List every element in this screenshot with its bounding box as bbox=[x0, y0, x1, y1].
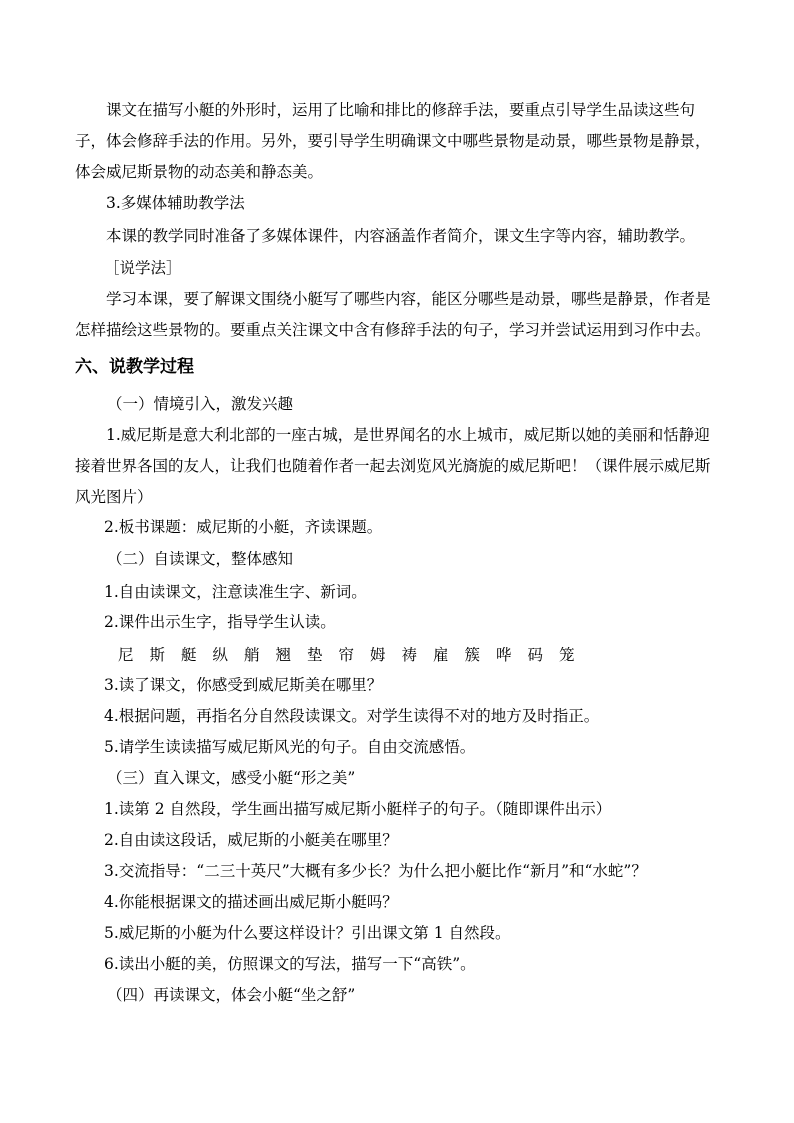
character: 码 bbox=[527, 646, 544, 664]
character: 姆 bbox=[370, 646, 386, 664]
character: 艄 bbox=[244, 646, 260, 664]
character: 翘 bbox=[275, 646, 292, 664]
part2-item5: 5.请学生读读描写威尼斯风光的句子。自由交流感悟。 bbox=[104, 738, 476, 756]
part3-title: （三）直入课文，感受小艇“形之美” bbox=[107, 769, 356, 787]
part3-item4: 4.你能根据课文的描述画出威尼斯小艇吗？ bbox=[104, 893, 398, 911]
part3-item6: 6.读出小艇的美，仿照课文的写法，描写一下“高铁”。 bbox=[104, 955, 476, 973]
character: 帘 bbox=[338, 646, 355, 664]
character: 纵 bbox=[212, 646, 229, 664]
character: 尼 bbox=[118, 646, 134, 664]
part1-item2: 2.板书课题：威尼斯的小艇，齐读课题。 bbox=[104, 518, 383, 536]
section-heading: 六、说教学过程 bbox=[75, 357, 194, 377]
part4-title: （四）再读课文，体会小艇“坐之舒” bbox=[107, 986, 356, 1004]
paragraph-learning-method-label: ［说学法］ bbox=[104, 259, 182, 277]
part1-title: （一）情境引入，激发兴趣 bbox=[107, 395, 294, 413]
part3-item1: 1.读第 2 自然段，学生画出描写威尼斯小艇样子的句子。（随即课件出示） bbox=[104, 800, 612, 818]
paragraph-rhetoric: 课文在描写小艇的外形时，运用了比喻和排比的修辞手法，要重点引导学生品读这些句子，体会修辞手法的作用。另外，要引导学生明确课文中哪些景物是动景，哪些景物是静景，体会威尼斯景物的动态美和静态美。 bbox=[75, 101, 711, 181]
part2-item1: 1.自由读课文，注意读准生字、新词。 bbox=[104, 583, 367, 601]
part2-item3: 3.读了课文，你感受到威尼斯美在哪里？ bbox=[104, 676, 383, 694]
part2-item2: 2.课件出示生字，指导学生认读。 bbox=[104, 613, 336, 631]
new-characters-list bbox=[118, 640, 591, 671]
character: 祷 bbox=[401, 646, 418, 664]
part3-item2: 2.自由读这段话，威尼斯的小艇美在哪里？ bbox=[104, 831, 398, 849]
paragraph-multimedia-body: 本课的教学同时准备了多媒体课件，内容涵盖作者简介，课文生字等内容，辅助教学。 bbox=[106, 227, 696, 245]
part3-item5: 5.威尼斯的小艇为什么要这样设计？引出课文第 1 自然段。 bbox=[104, 924, 511, 942]
paragraph-learning-method-body: 学习本课，要了解课文围绕小艇写了哪些内容，能区分哪些是动景，哪些是静景，作者是怎样描绘这些景物的。要重点关注课文中含有修辞手法的句子，学习并尝试运用到习作中去。 bbox=[75, 290, 711, 339]
character: 簇 bbox=[464, 646, 481, 664]
character: 艇 bbox=[181, 646, 197, 664]
character: 斯 bbox=[149, 646, 166, 664]
part2-item4: 4.根据问题，再指名分自然段读课文。对学生读得不对的地方及时指正。 bbox=[104, 707, 600, 725]
character: 笼 bbox=[559, 646, 575, 664]
character: 垫 bbox=[307, 646, 323, 664]
character: 哗 bbox=[496, 646, 512, 664]
part2-title: （二）自读课文，整体感知 bbox=[107, 550, 294, 568]
character: 雇 bbox=[433, 646, 449, 664]
part1-item1: 1.威尼斯是意大利北部的一座古城，是世界闻名的水上城市，威尼斯以她的美丽和恬静迎接着世界各国的友人，让我们也随着作者一起去浏览风光旖旎的威尼斯吧！（课件展示威尼斯风光图片） bbox=[75, 426, 711, 506]
paragraph-multimedia-title: 3.多媒体辅助教学法 bbox=[106, 194, 245, 212]
part3-item3: 3.交流指导：“二三十英尺”大概有多少长？为什么把小艇比作“新月”和“水蛇”？ bbox=[104, 862, 647, 880]
